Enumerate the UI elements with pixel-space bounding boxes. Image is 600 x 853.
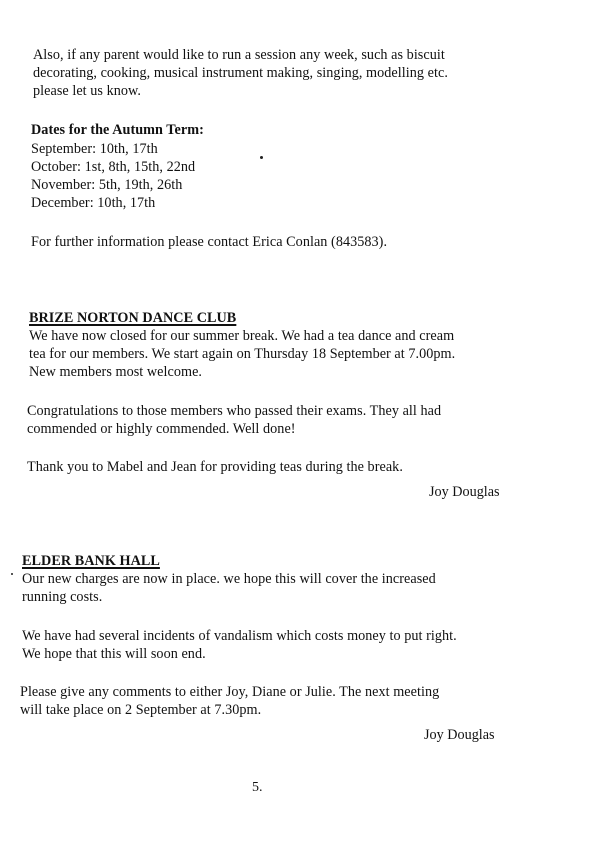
elder-bank-signature: Joy Douglas <box>424 727 495 743</box>
scan-speck <box>260 156 263 159</box>
autumn-term-date: October: 1st, 8th, 15th, 22nd <box>31 159 196 175</box>
dance-club-text: commended or highly commended. Well done! <box>27 421 296 437</box>
dance-club-text: New members most welcome. <box>29 364 203 380</box>
elder-bank-text: running costs. <box>22 589 103 605</box>
elder-bank-text: We have had several incidents of vandalism which costs money to put right. <box>22 628 457 644</box>
autumn-term-heading: Dates for the Autumn Term: <box>31 122 204 138</box>
intro-line: please let us know. <box>33 83 141 99</box>
autumn-term-date: November: 5th, 19th, 26th <box>31 177 183 193</box>
dance-club-text: Congratulations to those members who passed their exams. They all had <box>27 403 442 419</box>
dance-club-text: tea for our members. We start again on Thursday 18 September at 7.00pm. <box>29 346 456 362</box>
dance-club-signature: Joy Douglas <box>429 484 500 500</box>
autumn-term-date: September: 10th, 17th <box>31 141 158 157</box>
scan-speck <box>11 573 13 575</box>
elder-bank-heading: ELDER BANK HALL <box>22 553 160 569</box>
page-number: 5. <box>252 780 263 795</box>
dance-club-heading: BRIZE NORTON DANCE CLUB <box>29 310 237 326</box>
elder-bank-text: We hope that this will soon end. <box>22 646 206 662</box>
autumn-term-date: December: 10th, 17th <box>31 195 156 211</box>
intro-line: Also, if any parent would like to run a session any week, such as biscuit <box>33 47 445 63</box>
autumn-term-contact: For further information please contact Erica Conlan (843583). <box>31 234 388 250</box>
intro-line: decorating, cooking, musical instrument making, singing, modelling etc. <box>33 65 448 81</box>
dance-club-text: Thank you to Mabel and Jean for providing teas during the break. <box>27 459 403 475</box>
elder-bank-text: Our new charges are now in place. we hope this will cover the increased <box>22 571 436 587</box>
elder-bank-text: will take place on 2 September at 7.30pm. <box>20 702 262 718</box>
dance-club-text: We have now closed for our summer break. We had a tea dance and cream <box>29 328 455 344</box>
elder-bank-text: Please give any comments to either Joy, Diane or Julie. The next meeting <box>20 684 440 700</box>
